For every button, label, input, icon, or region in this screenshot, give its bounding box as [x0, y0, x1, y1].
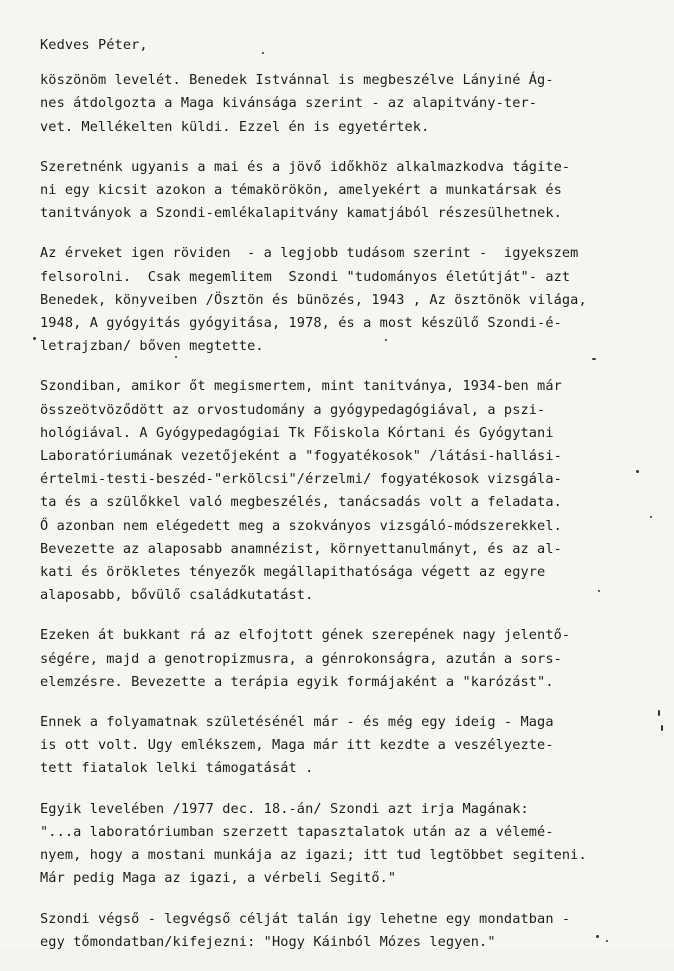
- text-line: ta és a szülőkkel való megbeszélés, tanácsadás volt a feladata.: [40, 494, 562, 511]
- text-line: ségére, majd a genotropizmusra, a génrokonságra, azután a sors-: [40, 650, 562, 667]
- text-line: Bevezette az alaposabb anamnézist, környettanulmányt, és az al-: [40, 540, 562, 557]
- letter-paragraph: [40, 711, 660, 781]
- ink-speck: [262, 52, 264, 54]
- ink-speck: [598, 590, 600, 592]
- text-line: Már pedig Maga az igazi, a vérbeli Segitő.": [40, 870, 397, 887]
- ink-speck: [175, 356, 177, 358]
- text-line: 1948, A gyógyitás gyógyitása, 1978, és a most készülő Szondi-é-: [40, 315, 562, 332]
- text-line: egy tőmondatban/kifejezni: "Hogy Káinból Mózes legyen.": [40, 933, 496, 950]
- letter-paragraph: [40, 798, 660, 891]
- text-line: Szondiban, amikor őt megismertem, mint tanitványa, 1934-ben már: [40, 378, 562, 395]
- salutation: Kedves Péter,: [40, 37, 148, 53]
- letter-paragraph: [40, 69, 660, 139]
- ink-speck: [650, 516, 652, 518]
- ink-speck: [661, 725, 663, 731]
- text-line: is ott volt. Ugy emlékszem, Maga már itt kezdte a veszélyezte-: [40, 737, 554, 754]
- ink-speck: [658, 710, 660, 716]
- letter-paragraph: [40, 908, 660, 954]
- letter-body: [40, 34, 660, 971]
- text-line: köszönöm levelét. Benedek Istvánnal is megbeszélve Lányiné Ág-: [40, 72, 554, 89]
- text-line: letrajzban/ bőven megtette.: [40, 338, 264, 355]
- ink-speck: [636, 470, 639, 473]
- ink-speck: [606, 940, 608, 942]
- letter-paragraph: [40, 624, 660, 694]
- text-line: tett fiatalok lelki támogatását .: [40, 760, 314, 777]
- letter-paragraphs: [40, 69, 660, 954]
- ink-speck: [592, 358, 596, 360]
- text-line: kati és örökletes tényezők megállapithatósága végett az egyre: [40, 564, 546, 581]
- text-line: vet. Mellékelten küldi. Ezzel én is egyetértek.: [40, 118, 430, 135]
- text-line: Ezeken át bukkant rá az elfojtott gének szerepének nagy jelentő-: [40, 627, 571, 644]
- text-line: Szondi végső - legvégső célját talán igy lehetne egy mondatban -: [40, 910, 571, 927]
- text-line: Laboratóriumának vezetőjeként a "fogyatékosok" /látási-hallási-: [40, 448, 562, 465]
- text-line: "...a laboratóriumban szerzett tapasztalatok után az a vélemé-: [40, 823, 554, 840]
- letter-paragraph: [40, 242, 660, 358]
- text-line: Ennek a folyamatnak születésénél már - és még egy ideig - Maga: [40, 714, 554, 731]
- text-line: Ő azonban nem elégedett meg a szokványos vizsgáló-módszerekkel.: [40, 517, 562, 534]
- text-line: tanitványok a Szondi-emlékalapitvány kamatjából részesülhetnek.: [40, 205, 562, 222]
- text-line: összeötvöződött az orvostudomány a gyógypedagógiával, a pszi-: [40, 401, 546, 418]
- text-line: Szeretnénk ugyanis a mai és a jövő időkhöz alkalmazkodva tágite-: [40, 158, 571, 175]
- text-line: értelmi-testi-beszéd-"erkölcsi"/érzelmi/ fogyatékosok vizsgála-: [40, 471, 562, 488]
- text-line: alaposabb, bővülő családkutatást.: [40, 587, 314, 604]
- text-line: nyem, hogy a mostani munkája az igazi; itt tud legtöbbet segiteni.: [40, 847, 587, 864]
- text-line: ni egy kicsit azokon a témakörökön, amelyekért a munkatársak és: [40, 182, 562, 199]
- text-line: nes átdolgozta a Maga kivánsága szerint - az alapitvány-ter-: [40, 95, 538, 112]
- ink-speck: [33, 337, 36, 340]
- ink-speck: [385, 339, 387, 341]
- text-line: elemzésre. Bevezette a terápia egyik formájaként a "karózást".: [40, 673, 554, 690]
- text-line: Az érveket igen röviden - a legjobb tudásom szerint - igyekszem: [40, 245, 579, 262]
- text-line: hológiával. A Gyógypedagógiai Tk Főiskola Kórtani és Gyógytani: [40, 424, 554, 441]
- text-line: felsorolni. Csak megemlitem Szondi "tudományos életútját"- azt: [40, 268, 571, 285]
- ink-speck: [596, 935, 599, 938]
- letter-paragraph: [40, 375, 660, 607]
- letter-paragraph: [40, 156, 660, 226]
- text-line: Egyik levelében /1977 dec. 18.-án/ Szondi azt irja Magának:: [40, 800, 529, 817]
- text-line: Benedek, könyveiben /Ösztön és bünözés, 1943 , Az ösztönök világa,: [40, 291, 587, 308]
